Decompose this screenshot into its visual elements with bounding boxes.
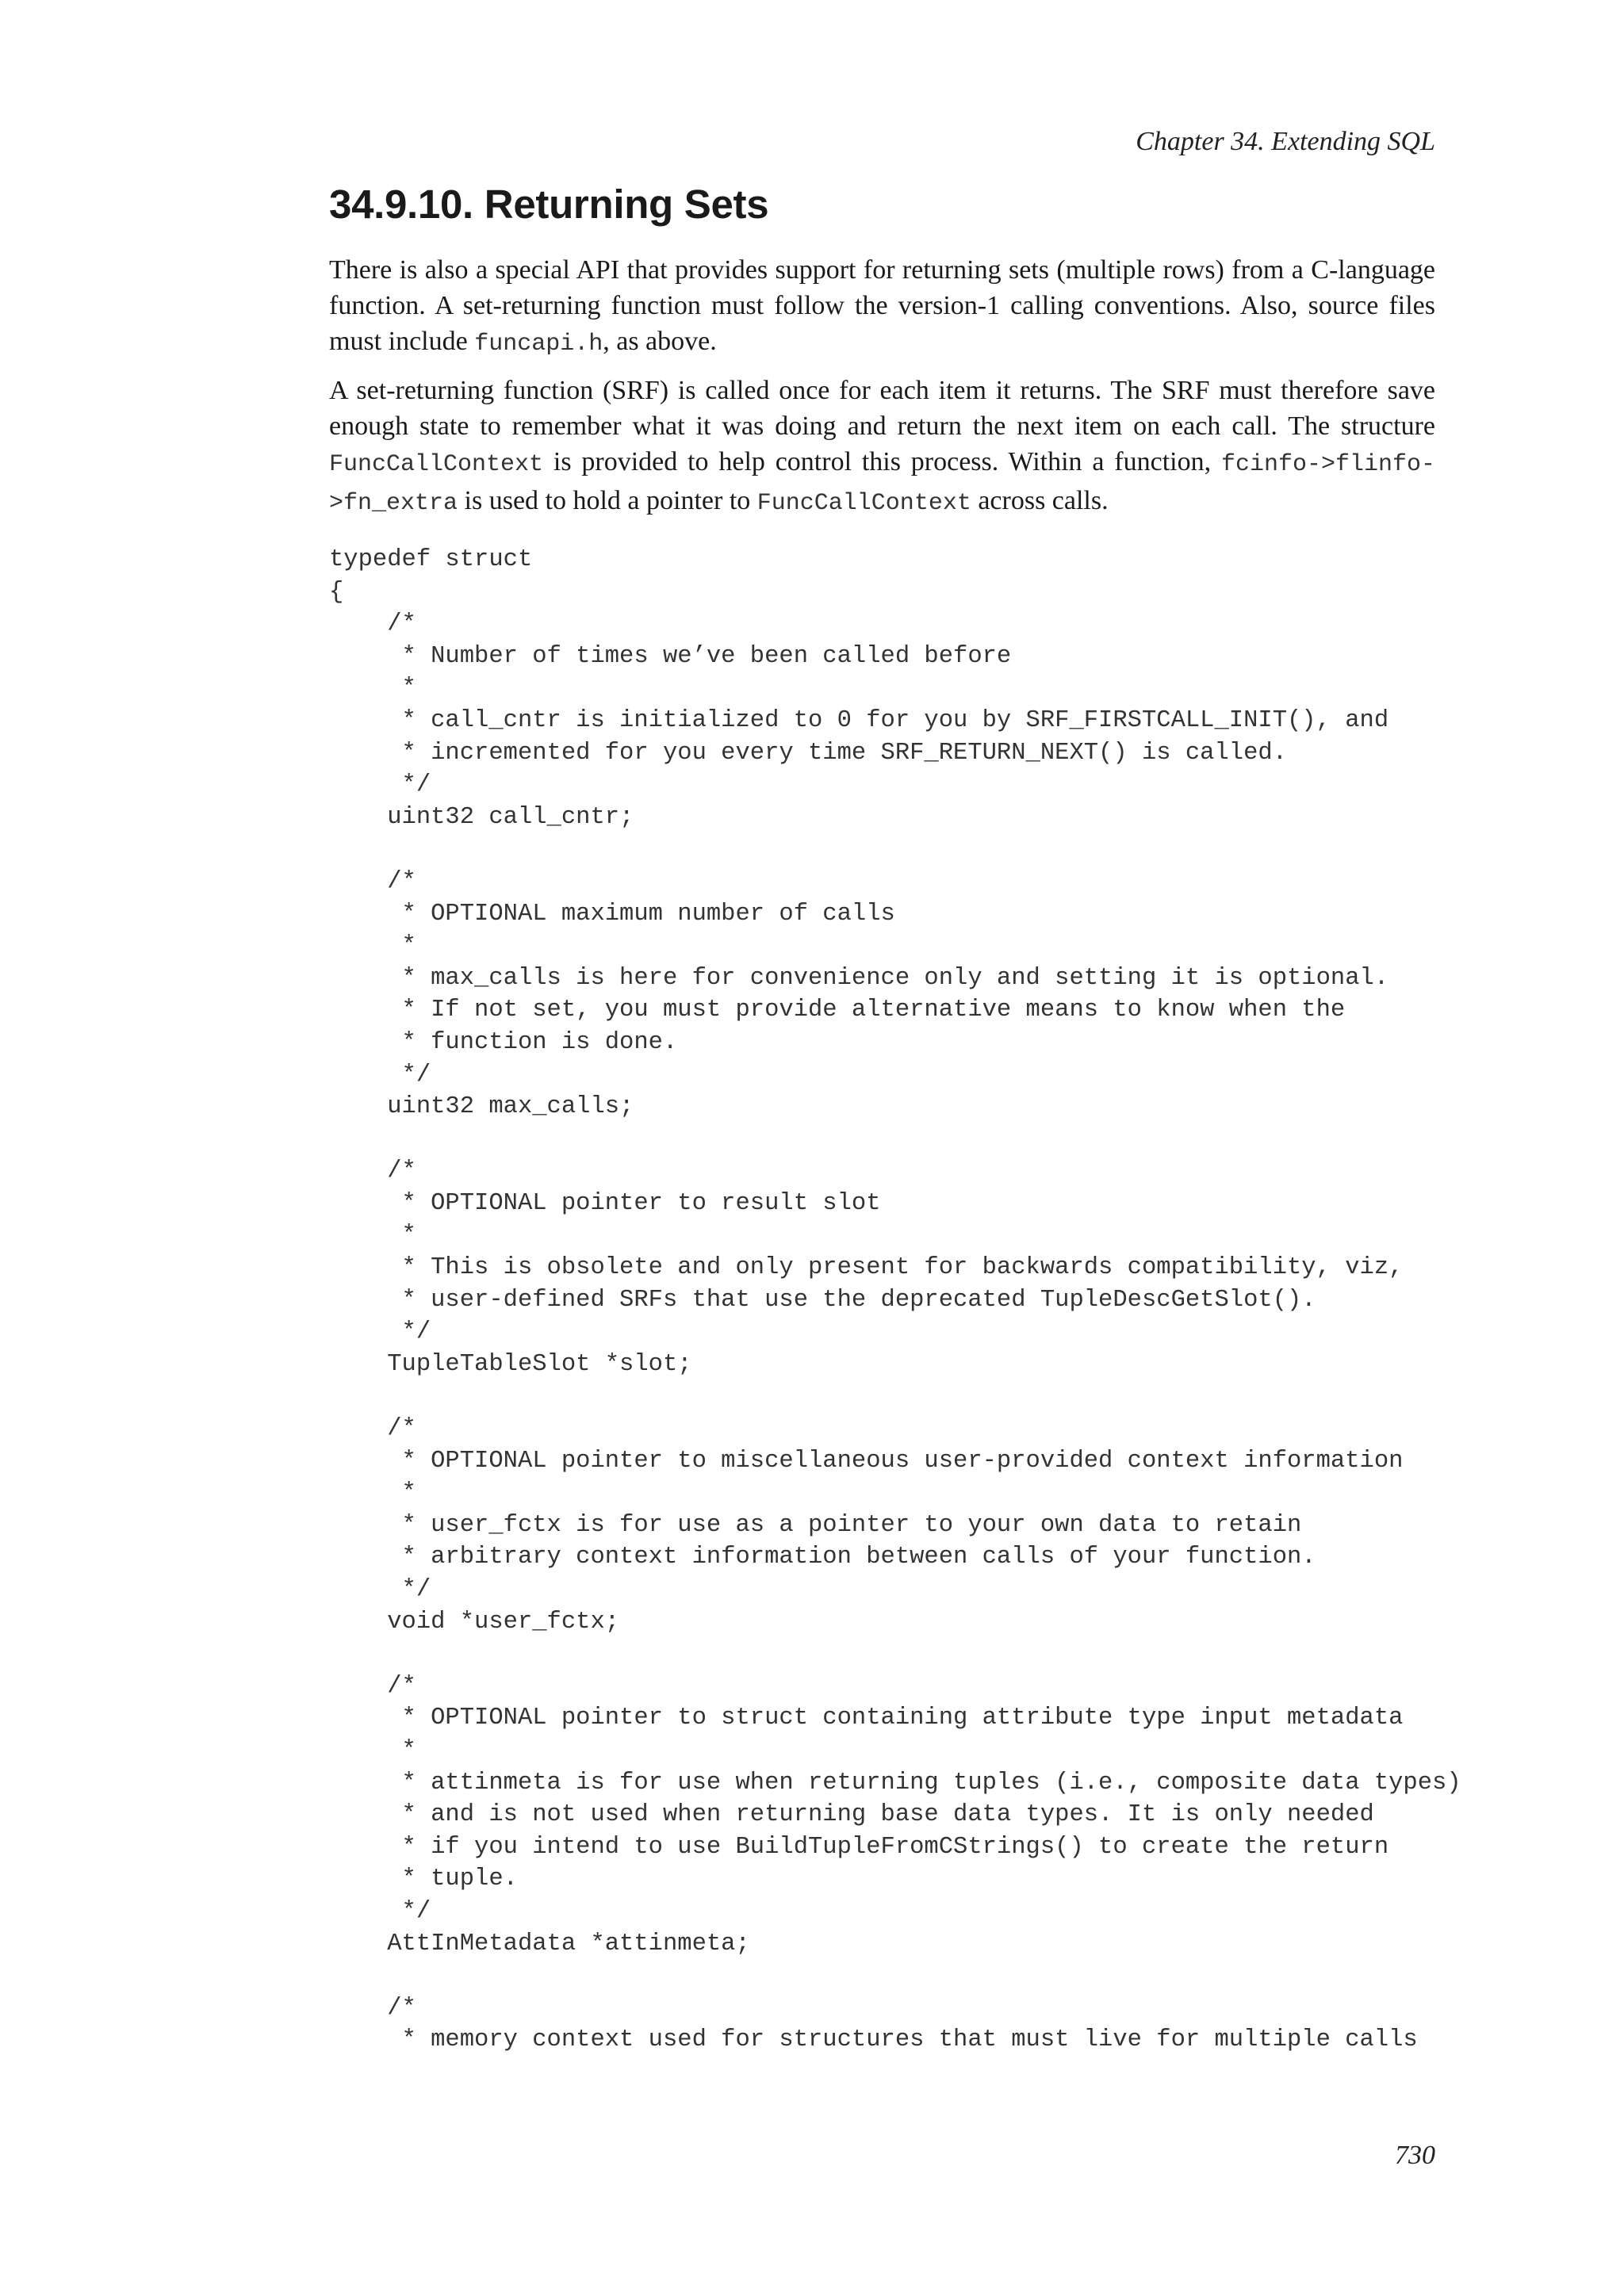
intro-paragraph xyxy=(329,252,1435,362)
code-line: * and is not used when returning base data types. It is only needed xyxy=(329,1801,1374,1829)
code-line: { xyxy=(329,578,344,606)
code-line: * xyxy=(329,932,416,960)
code-line: * Number of times we’ve been called before xyxy=(329,642,1012,670)
code-line: * memory context used for structures that must live for multiple calls xyxy=(329,2026,1418,2054)
code-listing xyxy=(329,544,1461,2057)
code-line: * OPTIONAL maximum number of calls xyxy=(329,900,895,928)
paragraph-text: is provided to help control this process. Within a function, xyxy=(543,447,1221,476)
code-line: */ xyxy=(329,1576,431,1603)
page-number: 730 xyxy=(1395,2141,1435,2170)
code-line: /* xyxy=(329,1158,416,1185)
code-line xyxy=(329,1380,1461,1413)
code-line: TupleTableSlot *slot; xyxy=(329,1350,692,1378)
inline-code-funccallcontext: FuncCallContext xyxy=(756,490,971,517)
srf-paragraph xyxy=(329,373,1435,522)
inline-code-funccallcontext: FuncCallContext xyxy=(329,451,544,478)
code-line: /* xyxy=(329,1415,416,1443)
code-line: * If not set, you must provide alternative means to know when the xyxy=(329,997,1346,1024)
code-line: * function is done. xyxy=(329,1028,678,1056)
code-line: * call_cntr is initialized to 0 for you by SRF_FIRSTCALL_INIT(), and xyxy=(329,706,1389,734)
code-line xyxy=(329,1123,1461,1156)
code-line: /* xyxy=(329,1994,416,2022)
code-line: */ xyxy=(329,1318,431,1346)
code-line: * OPTIONAL pointer to miscellaneous user-provided context information xyxy=(329,1447,1404,1475)
paragraph-text: A set-returning function (SRF) is called once for each item it returns. The SRF must therefore save enough state to remember what it was doing and return the next item on each call. The structure xyxy=(329,376,1435,441)
code-line: typedef struct xyxy=(329,546,533,573)
code-line: * xyxy=(329,1222,416,1249)
code-line: */ xyxy=(329,1061,431,1089)
code-line: */ xyxy=(329,771,431,799)
paragraph-text: is used to hold a pointer to xyxy=(458,486,757,515)
inline-code-funcapi: funcapi.h xyxy=(474,331,603,358)
code-line: * tuple. xyxy=(329,1866,518,1893)
code-line: * max_calls is here for convenience only and setting it is optional. xyxy=(329,964,1389,992)
code-line: * arbitrary context information between calls of your function. xyxy=(329,1544,1316,1571)
running-header: Chapter 34. Extending SQL xyxy=(1136,127,1435,156)
code-line: */ xyxy=(329,1897,431,1925)
code-line: uint32 call_cntr; xyxy=(329,803,634,831)
code-line: * user_fctx is for use as a pointer to your own data to retain xyxy=(329,1511,1302,1539)
code-line: * incremented for you every time SRF_RETURN_NEXT() is called. xyxy=(329,739,1287,767)
code-line: * if you intend to use BuildTupleFromCStrings() to create the return xyxy=(329,1833,1389,1861)
code-line: /* xyxy=(329,610,416,638)
code-line xyxy=(329,1960,1461,1992)
code-line: * OPTIONAL pointer to struct containing attribute type input metadata xyxy=(329,1705,1404,1732)
code-line: * xyxy=(329,675,416,702)
code-line: * OPTIONAL pointer to result slot xyxy=(329,1189,881,1217)
code-line: AttInMetadata *attinmeta; xyxy=(329,1930,750,1957)
code-line xyxy=(329,1638,1461,1670)
document-page xyxy=(329,0,1461,2296)
code-line: * xyxy=(329,1479,416,1507)
paragraph-text: , as above. xyxy=(603,327,717,356)
code-line xyxy=(329,833,1461,866)
code-line: * This is obsolete and only present for backwards compatibility, viz, xyxy=(329,1254,1404,1282)
code-line: * attinmeta is for use when returning tuples (i.e., composite data types) xyxy=(329,1769,1461,1797)
code-line: uint32 max_calls; xyxy=(329,1093,634,1121)
inline-code-fn-extra: fcinfo->flinfo->fn_extra xyxy=(329,451,1435,517)
paragraph-text: There is also a special API that provides support for returning sets (multiple rows) from a C-language function. A set-returning function must follow the version-1 calling conventions. Also, source files must include xyxy=(329,255,1435,356)
code-line: * user-defined SRFs that use the deprecated TupleDescGetSlot(). xyxy=(329,1286,1316,1314)
code-line: /* xyxy=(329,867,416,895)
code-line: /* xyxy=(329,1672,416,1700)
section-title: 34.9.10. Returning Sets xyxy=(329,182,769,227)
code-line: * xyxy=(329,1736,416,1764)
paragraph-text: across calls. xyxy=(971,486,1109,515)
code-line: void *user_fctx; xyxy=(329,1608,620,1636)
